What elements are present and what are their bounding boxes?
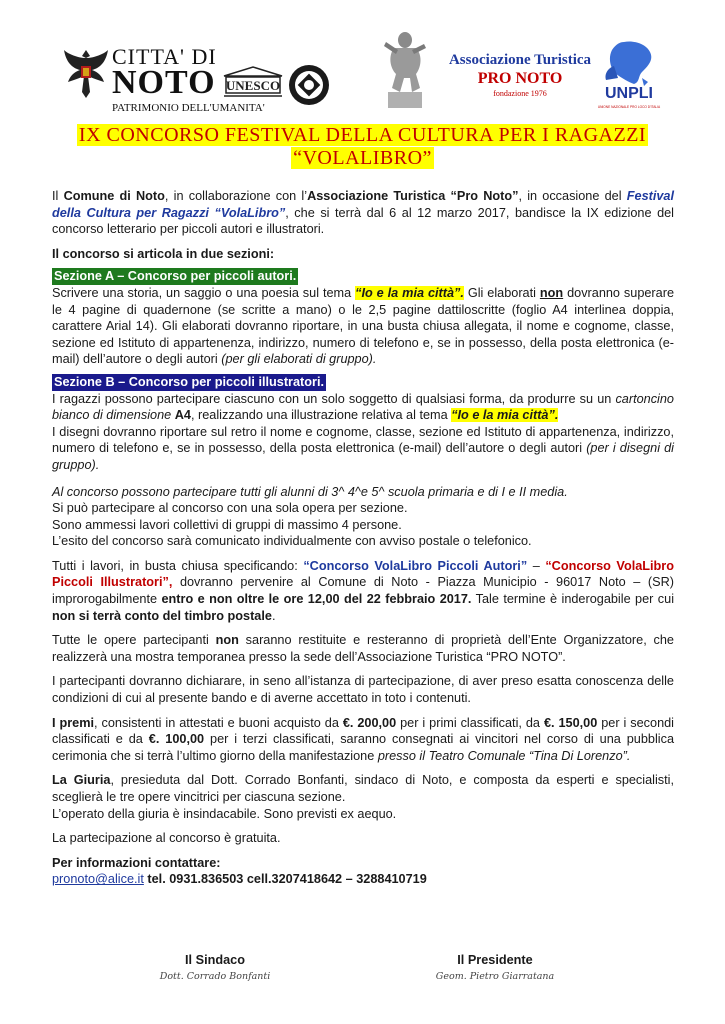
sezione-b-paragraph2 [52, 424, 674, 474]
sezA-t4: (per gli elaborati di gruppo). [221, 352, 377, 367]
sezB-t3: , realizzando una illustrazione relativa al tema [190, 408, 452, 423]
lavori-t3: dovranno pervenire al Comune di Noto - Piazza Municipio - 96017 Noto – (SR) improrogabilmente [52, 575, 674, 607]
unesco-text: UNESCO [225, 78, 281, 93]
unesco-logo-icon [222, 66, 284, 100]
lavori-autori: “Concorso VolaLibro Piccoli Autori” [303, 558, 528, 573]
rule-3: Sono ammessi lavori collettivi di gruppi di massimo 4 persone. [52, 517, 402, 532]
premi-label: I premi [52, 715, 95, 730]
title-line2-text: “VOLALIBRO” [293, 147, 432, 169]
sezB-tema: “Io e la mia città”. [451, 408, 559, 423]
lavori-t2: – [527, 558, 546, 573]
opere-non: non [215, 633, 239, 648]
giuria-line2: L’operato della giuria è insindacabile. Sono previsti ex aequo. [52, 806, 397, 821]
intro-assoc: Associazione Turistica “Pro Noto” [307, 189, 519, 203]
premi-200: €. 200,00 [342, 715, 397, 730]
unpli-logo-icon [594, 38, 664, 114]
title-line1 [0, 124, 725, 147]
sezA-non: non [539, 285, 564, 300]
unpli-sub-text: UNIONE NAZIONALE PRO LOCO D'ITALIA [597, 105, 661, 109]
articola-line: Il concorso si articola in due sezioni: [52, 246, 275, 261]
sezA-t2: Gli elaborati [463, 285, 540, 300]
opere-t1: Tutte le opere partecipanti [52, 633, 216, 648]
presidente-name: Geom. Pietro Giarratana [435, 971, 555, 982]
intro-t5: , in occasione del [518, 189, 627, 203]
sindaco-title: Il Sindaco [185, 953, 245, 967]
lavori-t4: Tale termine è inderogabile per cui [471, 592, 675, 607]
assoc-line1: Associazione Turistica [448, 52, 592, 68]
premi-t4: per i terzi classificati, saranno consegnati ai vincitori nel corso di una pubblica cerimonia che si terrà l’ultimo giorno della manifestazione [52, 732, 675, 763]
premi-t3: per i secondi classificati e da [52, 715, 674, 747]
sezione-b-paragraph [52, 391, 674, 424]
citta-label: CITTA' DI [112, 44, 217, 69]
title-line1-text: IX CONCORSO FESTIVAL DELLA CULTURA PER I RAGAZZI [78, 124, 647, 146]
noto-label: NOTO [112, 64, 216, 101]
sezione-b-heading: Sezione B – Concorso per piccoli illustratori. [54, 374, 325, 389]
giuria-t1: , presieduta dal Dott. Corrado Bonfanti, sindaco di Noto, e composta da esperti e specialisti, sceglierà le tre opere vincitrici per ciascuna sezione. [52, 773, 674, 804]
sezione-a-paragraph [52, 285, 674, 368]
eagle-crest-icon [62, 46, 110, 102]
sezB-t2: cartoncino bianco di dimensione [52, 391, 674, 423]
gratuita-line: La partecipazione al concorso è gratuita. [52, 831, 281, 846]
lavori-illustratori: “Concorso VolaLibro Piccoli Illustratori”, [52, 558, 674, 590]
email-link[interactable]: pronoto@alice.it [52, 872, 144, 887]
intro-t7: , che si terrà dal 6 al 12 marzo 2017, bandisce la IX edizione del concorso letterario per piccoli autori e illustratori. [52, 205, 674, 237]
sezB-a4: A4 [174, 408, 191, 423]
presidente-title: Il Presidente [457, 953, 533, 967]
premi-teatro: presso il Teatro Comunale “Tina Di Lorenzo”. [377, 748, 631, 763]
lavori-t1: Tutti i lavori, in busta chiusa specificando: [52, 558, 304, 573]
intro-paragraph [52, 188, 674, 238]
title-line2 [0, 147, 725, 170]
presidente-signature [430, 953, 560, 982]
sezione-a-heading-row [52, 268, 674, 285]
sindaco-name: Dott. Corrado Bonfanti [159, 971, 271, 982]
sezA-t1: Scrivere una storia, un saggio o una poesia sul tema [52, 285, 356, 300]
premi-paragraph [52, 715, 674, 765]
sezione-b-heading-row [52, 374, 674, 391]
premi-t1: , consistenti in attestati e buoni acquisto da [94, 715, 343, 730]
lavori-scadenza: entro e non oltre le ore 12,00 del 22 febbraio 2017. [161, 592, 472, 607]
sindaco-signature [150, 953, 280, 982]
giuria-paragraph [52, 772, 674, 805]
statue-icon [380, 28, 430, 110]
telefono-line: tel. 0931.836503 cell.3207418642 – 3288410719 [143, 872, 427, 887]
sezB-t5: (per i disegni di gruppo). [52, 441, 674, 472]
patrimonio-label: PATRIMONIO DELL'UMANITA' [112, 102, 265, 114]
opere-paragraph [52, 632, 674, 665]
citta-di-noto-logo [62, 40, 332, 114]
sezB-t4: I disegni dovranno riportare sul retro il nome e cognome, classe, sezione ed Istituto di appartenenza, indirizzo, numero di telefono e, se in possesso, della posta elettronica (e-mail) dell’autore o degli autori [52, 424, 674, 456]
dichiarare-paragraph: I partecipanti dovranno dichiarare, in seno all’istanza di partecipazione, di aver preso esatta conoscenza delle condizioni di cui al presente bando e di averne accettato in toto i contenuti. [52, 674, 674, 706]
world-heritage-emblem-icon [288, 64, 330, 106]
intro-t1: Il [52, 189, 64, 203]
assoc-line3: fondazione 1976 [493, 89, 547, 98]
intro-comune: Comune di Noto [63, 189, 165, 203]
rule-1: Al concorso possono partecipare tutti gli alunni di 3^ 4^e 5^ scuola primaria e di I e II media. [52, 484, 568, 499]
premi-150: €. 150,00 [543, 715, 598, 730]
sezA-tema: “Io e la mia città”. [355, 285, 464, 300]
sezB-t1: I ragazzi possono partecipare ciascuno con un solo soggetto di qualsiasi forma, da produrre su un [52, 391, 616, 406]
premi-100: €. 100,00 [148, 732, 205, 747]
contatti-label: Per informazioni contattare: [52, 855, 221, 870]
premi-t2: per i primi classificati, da [396, 715, 544, 730]
opere-t2: saranno restituite e resteranno di proprietà dell’Ente Organizzatore, che realizzerà una mostra temporanea presso la sede dell’Associazione Turistica “PRO NOTO”. [52, 633, 674, 664]
rule-4: L’esito del concorso sarà comunicato individualmente con avviso postale o telefonico. [52, 534, 532, 549]
contatti-line [52, 871, 674, 888]
intro-festival: Festival della Cultura per Ragazzi “VolaLibro” [52, 189, 675, 220]
intro-t3: , in collaborazione con l’ [164, 189, 308, 203]
sezione-a-heading: Sezione A – Concorso per piccoli autori. [54, 269, 297, 284]
lavori-paragraph [52, 558, 674, 624]
giuria-label: La Giuria [52, 773, 111, 788]
rule-2: Si può partecipare al concorso con una sola opera per sezione. [52, 501, 408, 516]
assoc-line2: PRO NOTO [477, 70, 563, 87]
unpli-text: UNPLI [605, 85, 653, 102]
lavori-t5: . [271, 608, 276, 623]
associazione-pro-noto-logo [440, 52, 600, 98]
sezA-t3: dovranno superare le 4 pagine di quadernone (se scritte a mano) o le 2,5 pagine dattiloscritte (foglio A4 interlinea doppia, carattere Arial 14). Gli elaborati dovranno riportare, in una busta chiusa allegata, il nome e cognome, classe, sezione ed Istituto di appartenenza, indirizzo, numero di telefono e, se in possesso, della posta elettronica (e-mail) dell’autore o degli autori [52, 285, 674, 367]
lavori-timbro: non si terrà conto del timbro postale [52, 608, 272, 623]
bando-body [52, 188, 674, 888]
